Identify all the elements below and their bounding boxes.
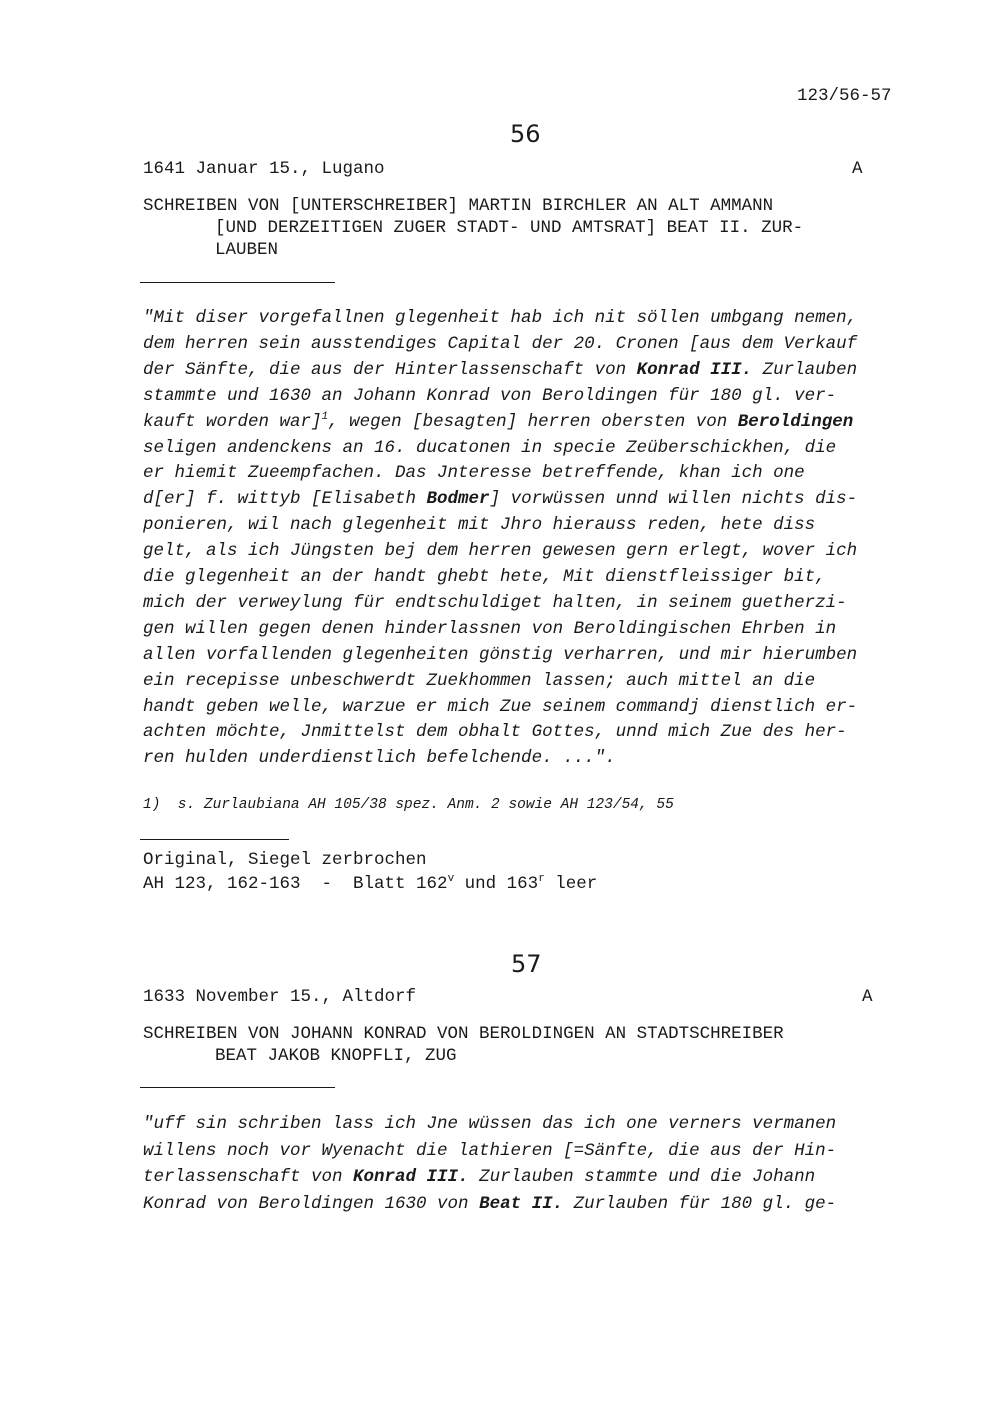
text-56-text: ren hulden underdienstlich befelchende. ...".: [143, 748, 616, 769]
text-56-line: [143, 386, 836, 406]
text-56-text: achten möchte, Jnmittelst dem obhalt Gottes, unnd mich Zue des her-: [143, 722, 847, 743]
text-56-text: ponieren, wil nach glegenheit mit Jhro hierauss reden, hete diss: [143, 515, 816, 536]
text-56-bold-name: Bodmer: [426, 489, 490, 510]
date-place-56: 1641 Januar 15., Lugano: [143, 159, 385, 179]
text-57-line: [143, 1167, 815, 1187]
text-56-text: der Sänfte, die aus der Hinterlassenschaft von: [143, 359, 637, 380]
source-line-2-56: [143, 874, 597, 894]
text-56-text: , wegen [besagten] herren obersten von: [328, 411, 738, 432]
text-57-bold-name: Konrad III.: [353, 1167, 469, 1187]
text-56-line: [143, 671, 815, 691]
text-56-line: [143, 360, 857, 380]
text-56-text: ein recepisse unbeschwerdt Zuekhommen lassen; auch mittel an die: [143, 670, 816, 691]
date-place-57: 1633 November 15., Altdorf: [143, 987, 417, 1007]
text-56-text: "Mit diser vorgefallnen glegenheit hab ich nit söllen umbgang nemen,: [143, 308, 858, 328]
text-56-line: [143, 541, 857, 561]
text-57-text: "uff sin schriben lass ich Jne wüssen das ich one verners vermanen: [143, 1114, 837, 1134]
text-56-line: [143, 412, 853, 432]
title-56-line-2: [UND DERZEITIGEN ZUGER STADT- UND AMTSRAT] BEAT II. ZUR-: [215, 218, 804, 238]
text-56-text: gelt, als ich Jüngsten bej dem herren gewesen gern erlegt, wover ich: [143, 541, 858, 562]
text-57-text: Zurlauben stammte und die Johann: [468, 1167, 816, 1187]
text-56-bold-name: Konrad III.: [636, 359, 753, 380]
text-56-line: [143, 489, 857, 509]
text-57-line: [143, 1141, 836, 1161]
page-reference: 123/56-57: [797, 86, 892, 106]
text-56-line: [143, 463, 805, 483]
footnote-56: 1) s. Zurlaubiana AH 105/38 spez. Anm. 2 sowie AH 123/54, 55: [143, 797, 674, 813]
text-56-line: [143, 697, 857, 717]
title-56-line-3: LAUBEN: [215, 240, 279, 260]
source-56-superscript: v: [447, 873, 455, 885]
text-56-line: [143, 748, 616, 768]
text-56-text: d[er] f. wittyb [Elisabeth: [143, 489, 427, 510]
document-number-56: 56: [510, 120, 541, 148]
text-57-line: [143, 1194, 836, 1214]
title-56-line-1: SCHREIBEN VON [UNTERSCHREIBER] MARTIN BIRCHLER AN ALT AMMANN: [143, 196, 774, 216]
title-rule-57: [140, 1087, 335, 1088]
title-57-line-2: BEAT JAKOB KNOPFLI, ZUG: [215, 1046, 457, 1066]
title-57-line-1: SCHREIBEN VON JOHANN KONRAD VON BEROLDINGEN AN STADTSCHREIBER: [143, 1024, 784, 1044]
text-57-bold-name: Beat II.: [479, 1193, 564, 1214]
text-57-line: [143, 1114, 836, 1134]
text-57-text: Konrad von Beroldingen 1630 von: [143, 1193, 480, 1214]
text-56-line: [143, 619, 836, 639]
text-56-line: [143, 722, 847, 742]
source-rule-56: [140, 839, 289, 840]
text-56-line: [143, 645, 857, 665]
text-56-text: kauft worden war]: [143, 411, 322, 432]
text-56-line: [143, 515, 815, 535]
text-56-text: allen vorfallenden glegenheiten gönstig verharren, und mir hierumben: [143, 644, 858, 665]
text-56-superscript: 1: [321, 410, 329, 423]
grade-56: A: [852, 159, 863, 179]
text-56-text: stammte und 1630 an Johann Konrad von Beroldingen für 180 gl. ver-: [143, 385, 837, 406]
title-rule-56: [140, 282, 335, 283]
text-56-line: [143, 567, 826, 587]
text-56-text: Zurlauben: [752, 359, 858, 380]
text-56-text: seligen andenckens an 16. ducatonen in specie Zeüberschickhen, die: [143, 437, 837, 458]
text-56-line: [143, 438, 836, 458]
text-56-text: mich der verweylung für endtschuldiget halten, in seinem guetherzi-: [143, 592, 847, 613]
text-56-bold-name: Beroldingen: [737, 411, 854, 432]
text-56-text: ] vorwüssen unnd willen nichts dis-: [489, 489, 858, 510]
text-56-text: gen willen gegen denen hinderlassnen von Beroldingischen Ehrben in: [143, 618, 837, 639]
source-56-text: AH 123, 162-163 - Blatt 162: [143, 874, 448, 894]
source-line-1-56: Original, Siegel zerbrochen: [143, 850, 427, 870]
text-56-text: dem herren sein ausstendiges Capital der 20. Cronen [aus dem Verkauf: [143, 333, 858, 354]
text-57-text: Zurlauben für 180 gl. ge-: [563, 1193, 837, 1214]
text-56-line: [143, 308, 857, 328]
source-56-text: leer: [544, 874, 598, 894]
text-57-text: willens noch vor Wyenacht die lathieren [=Sänfte, die aus der Hin-: [143, 1140, 837, 1161]
text-56-line: [143, 334, 857, 354]
text-56-line: [143, 593, 847, 613]
grade-57: A: [862, 987, 873, 1007]
text-56-text: er hiemit Zueempfachen. Das Jnteresse betreffende, khan ich one: [143, 463, 805, 484]
source-56-superscript: r: [538, 873, 545, 885]
text-56-text: die glegenheit an der handt ghebt hete, Mit dienstfleissiger bit,: [143, 567, 826, 587]
document-number-57: 57: [511, 950, 542, 978]
source-56-text: und 163: [454, 874, 539, 894]
text-56-text: handt geben welle, warzue er mich Zue seinem commandj dienstlich er-: [143, 696, 858, 717]
text-57-text: terlassenschaft von: [143, 1167, 354, 1187]
